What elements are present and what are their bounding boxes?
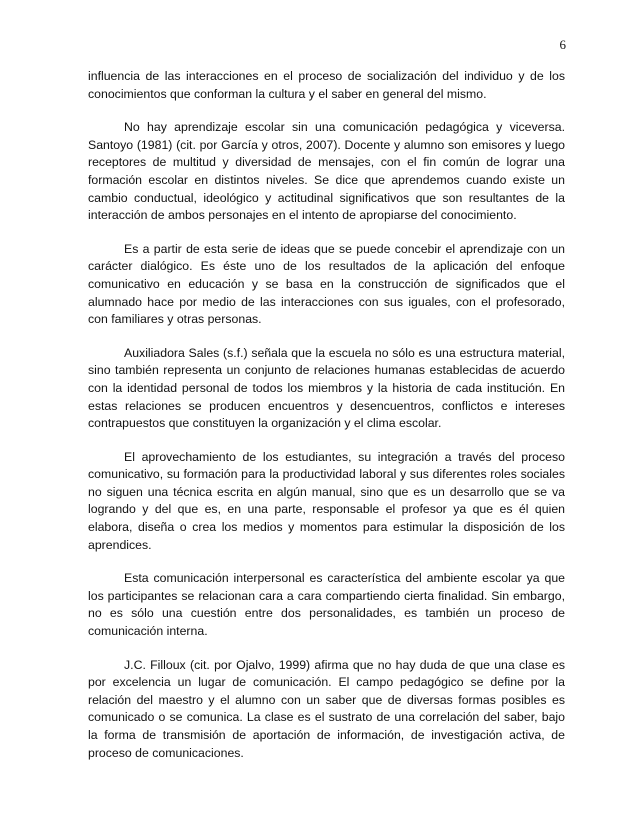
paragraph-2: No hay aprendizaje escolar sin una comunicación pedagógica y viceversa. Santoyo (1981) (cit. por García y otros, 2007). Docente y alumno son emisores y luego receptores de multitud y diversidad de mensajes, con el fin común de lograr una formación escolar en distintos niveles. Se dice que aprendemos cuando existe un cambio conductual, ideológico y actitudinal significativos que son resultantes de la interacción de ambos personajes en el intento de apropiarse del conocimiento. (88, 120, 565, 223)
paragraph-6: Esta comunicación interpersonal es característica del ambiente escolar ya que los participantes se relacionan cara a cara compartiendo cierta finalidad. Sin embargo, no es sólo una cuestión entre dos personalidades, es también un proceso de comunicación interna. (88, 571, 565, 639)
body-text (88, 68, 565, 778)
paragraph-7: J.C. Filloux (cit. por Ojalvo, 1999) afirma que no hay duda de que una clase es por excelencia un lugar de comunicación. El campo pedagógico se define por la relación del maestro y el alumno con un saber que de diversas formas posibles es comunicado o se comunica. La clase es el sustrato de una correlación del saber, bajo la forma de transmisión de aportación de información, de investigación activa, de proceso de comunicaciones. (88, 657, 565, 760)
paragraph-5: El aprovechamiento de los estudiantes, su integración a través del proceso comunicativo, su formación para la productividad laboral y sus diferentes roles sociales no siguen una técnica escrita en algún manual, sino que es un desarrollo que se va logrando y del que es, en una parte, responsable el profesor ya que es él quien elabora, diseña o crea los medios y momentos para estimular la disposición de los aprendices. (88, 449, 565, 552)
page-number: 6 (559, 37, 566, 52)
paragraph-1: influencia de las interacciones en el proceso de socialización del individuo y de los conocimientos que conforman la cultura y el saber en general del mismo. (88, 69, 565, 101)
paragraph-4: Auxiliadora Sales (s.f.) señala que la escuela no sólo es una estructura material, sino también representa un conjunto de relaciones humanas establecidas de acuerdo con la identidad personal de todos los miembros y la historia de cada institución. En estas relaciones se producen encuentros y desencuentros, conflictos e intereses contrapuestos que constituyen la organización y el clima escolar. (88, 345, 565, 431)
paragraph-3: Es a partir de esta serie de ideas que se puede concebir el aprendizaje con un carácter dialógico. Es éste uno de los resultados de la aplicación del enfoque comunicativo en educación y se basa en la construcción de significados que el alumnado hace por medio de las interacciones con sus iguales, con el profesorado, con familiares y otras personas. (88, 241, 565, 327)
